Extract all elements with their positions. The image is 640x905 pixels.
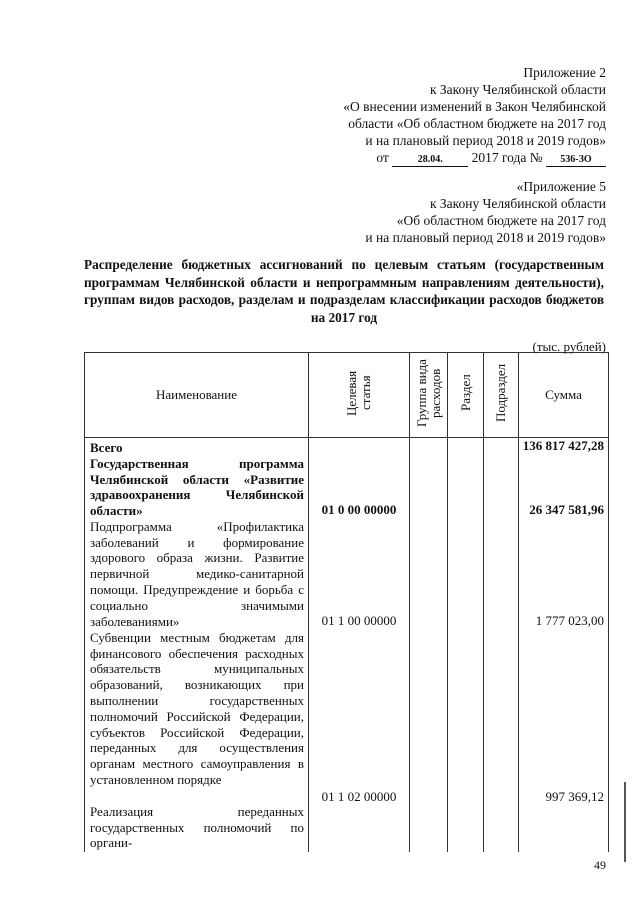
header-block-2 [365, 178, 606, 246]
col-section-header: Раздел [448, 353, 484, 438]
row-implementation-name: Реализация переданных государственных полномочий по органи- [90, 803, 304, 851]
row-total-sum: 136 817 427,28 [522, 438, 604, 453]
law-ref: к Закону Челябинской области [429, 82, 606, 97]
law-title-2-1: «Об областном бюджете на 2017 год [396, 213, 606, 228]
date-line: от 28.04. 2017 года № 536-ЗО [343, 149, 606, 167]
row-subprogram-name: Подпрограмма «Профилактика заболеваний и формирование здорового образа жизни. Развитие первичной медико-санитарной помощи. Предупреждение и борьба с социально значимыми заболеваниями» [90, 518, 304, 629]
col-name-header: Наименование [85, 353, 309, 438]
law-number: 536-ЗО [546, 153, 606, 167]
row-program-code: 01 0 00 00000 [321, 502, 397, 517]
header-block-1 [343, 64, 606, 167]
row-subvention-sum: 997 369,12 [545, 789, 604, 804]
col-sum-header: Сумма [519, 353, 609, 438]
law-ref-2: к Закону Челябинской области [429, 196, 606, 211]
law-title-2: области «Об областном бюджете на 2017 год [348, 116, 606, 131]
unit-label: (тыс. рублей) [532, 339, 606, 354]
page-number: 49 [594, 858, 606, 872]
row-program-name: Государственная программа Челябинской области «Развитие здравоохранения Челябинской области» [90, 455, 304, 519]
law-title-1: «О внесении изменений в Закон Челябинской [343, 99, 606, 114]
table-header-row [85, 353, 609, 438]
appendix-5-label: «Приложение 5 [516, 179, 606, 194]
row-subvention-name: Субвенции местным бюджетам для финансового обеспечения расходных обязательств муниципальных образований, возникающих при выполнении государственных полномочий Российской Федерации, субъектов Российской Федерации, переданных для осуществления органам местного самоуправления в установленном порядке [90, 629, 304, 787]
document-title: Распределение бюджетных ассигнований по целевым статьям (государственным программам Челябинской области и непрограммным направлениям деятельности), группам видов расходов, разделам и подразделам классификации расходов бюджетов на 2017 год [84, 257, 604, 325]
scan-artifact [624, 782, 626, 862]
table-body [85, 438, 609, 853]
row-total-name: Всего [90, 440, 123, 455]
appendix-label: Приложение 2 [523, 65, 606, 80]
budget-table [84, 352, 609, 852]
row-subprogram-code: 01 1 00 00000 [321, 613, 397, 628]
row-program-sum: 26 347 581,96 [529, 502, 604, 517]
col-group-header: Группа вида расходов [410, 353, 448, 438]
col-target-header: Целевая статья [309, 353, 410, 438]
law-title-2-2: и на плановый период 2018 и 2019 годов» [365, 230, 606, 245]
date-value: 28.04. [392, 153, 468, 167]
row-subprogram-sum: 1 777 023,00 [535, 613, 604, 628]
col-subsection-header: Подраздел [484, 353, 519, 438]
law-title-3: и на плановый период 2018 и 2019 годов» [365, 133, 606, 148]
row-subvention-code: 01 1 02 00000 [321, 789, 397, 804]
